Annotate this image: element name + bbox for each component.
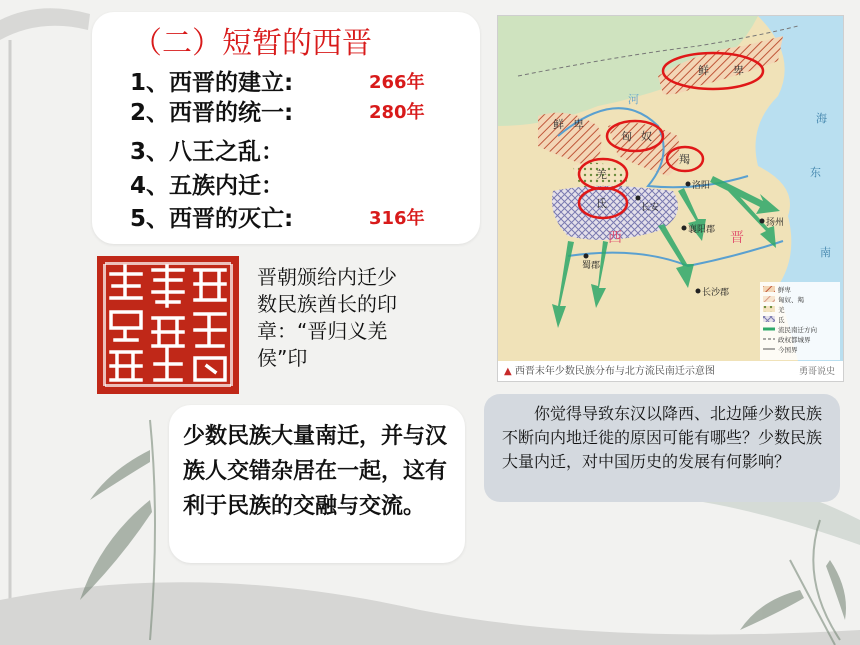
map-label-xiongnu-2: 奴 xyxy=(641,130,652,143)
map-label-hai: 海 xyxy=(816,112,827,125)
map-city-changsha: 长沙郡 xyxy=(702,288,730,298)
legend-di: 氐 xyxy=(778,316,785,324)
map-label-xianbei-w-2: 卑 xyxy=(573,118,584,131)
map-label-xianbei-ne-2: 卑 xyxy=(733,64,744,77)
outline-year-unify: 280年 xyxy=(369,102,425,123)
question-card xyxy=(484,394,840,502)
map-city-changan: 长安 xyxy=(641,203,660,213)
seal-caption: 晋朝颁给内迁少数民族酋长的印章：“晋归义羌侯”印 xyxy=(257,265,397,370)
legend-xiongnu-jie: 匈奴、羯 xyxy=(778,296,804,304)
outline-item-five-tribes: 4、五族内迁： xyxy=(130,173,285,199)
migration-note-text: 少数民族大量南迁，并与汉族人交错杂居在一起，这有利于民族的交融与交流。 xyxy=(183,424,448,519)
legend-xianbei: 鲜卑 xyxy=(778,286,791,294)
map-label-dong: 东 xyxy=(810,166,821,179)
migration-note-card xyxy=(169,405,465,563)
map-label-qiang: 羌 xyxy=(596,168,607,181)
map-label-di: 氐 xyxy=(596,197,607,210)
legend-national-border: 今国界 xyxy=(778,346,798,354)
map-caption-text: 西晋末年少数民族分布与北方流民南迁示意图 xyxy=(514,366,715,377)
map-city-shu: 蜀郡 xyxy=(582,261,601,271)
historical-map xyxy=(497,15,844,382)
map-caption xyxy=(504,362,715,377)
map-label-jin: 晋 xyxy=(730,230,744,246)
outline-item-establish: 1、西晋的建立: xyxy=(130,70,294,96)
legend-capital-border: 政权都城界 xyxy=(778,336,811,344)
map-legend xyxy=(760,282,840,360)
legend-migration: 流民南迁方向 xyxy=(778,326,817,334)
map-label-xianbei-ne: 鲜 xyxy=(698,64,709,77)
map-label-jie: 羯 xyxy=(679,153,690,166)
map-credit: 勇哥说史 xyxy=(798,367,835,377)
map-label-he: 河 xyxy=(628,93,639,106)
map-label-xianbei-w: 鲜 xyxy=(553,118,564,131)
triangle-icon: ▲ xyxy=(504,366,512,377)
outline-year-fall: 316年 xyxy=(369,208,425,229)
outline-item-unify: 2、西晋的统一: xyxy=(130,100,294,126)
outline-card xyxy=(92,12,480,244)
outline-year-establish: 266年 xyxy=(369,72,425,93)
section-title: （二）短暂的西晋 xyxy=(132,26,372,61)
map-city-luoyang: 洛阳 xyxy=(692,181,711,191)
map-city-yangzhou: 扬州 xyxy=(766,218,785,228)
map-city-xiangyang: 襄阳郡 xyxy=(688,225,716,235)
map-label-xiongnu-1: 匈 xyxy=(621,130,632,143)
seal-image xyxy=(97,256,239,394)
legend-qiang: 羌 xyxy=(778,306,785,314)
map-label-xi: 西 xyxy=(608,230,622,246)
map-drawing xyxy=(498,16,843,361)
question-text: 你觉得导致东汉以降西、北边陲少数民族不断向内地迁徙的原因可能有哪些？少数民族大量内迁，对中国历史的发展有何影响？ xyxy=(502,404,823,471)
outline-item-fall: 5、西晋的灭亡: xyxy=(130,206,294,232)
outline-item-eight-princes: 3、八王之乱： xyxy=(130,139,285,165)
map-label-nan: 南 xyxy=(820,246,831,259)
